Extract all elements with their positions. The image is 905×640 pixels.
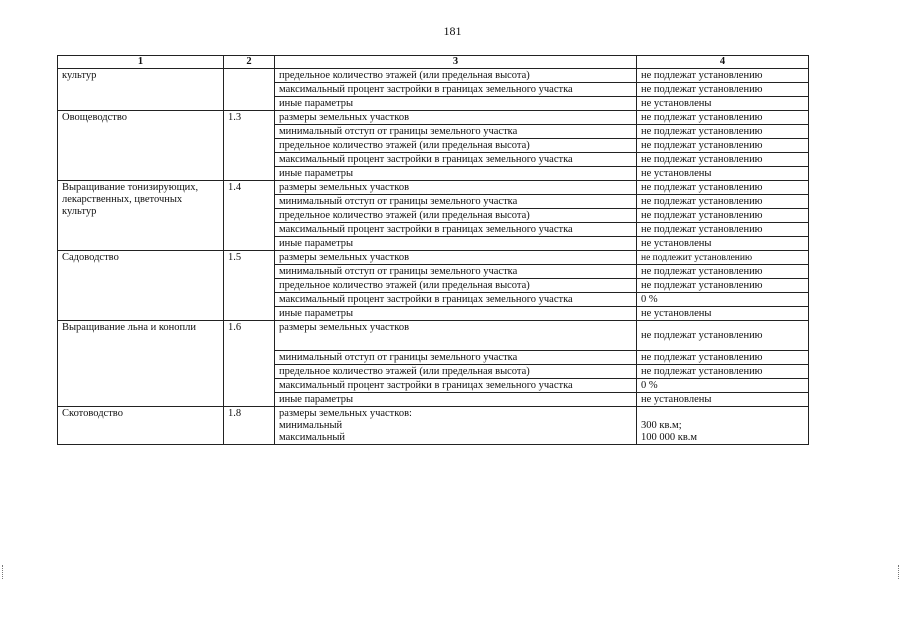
parameter-value: не установлены [637,167,809,181]
parameter-value: 0 % [637,293,809,307]
land-use-name: Выращивание льна и конопли [58,321,224,407]
parameter-title: размеры земельных участков: [279,408,412,419]
parameter-name: иные параметры [275,167,637,181]
parameter-value: не установлены [637,307,809,321]
parameter-name: максимальный процент застройки в границах земельного участка [275,379,637,393]
parameter-value: не подлежат установлению [637,83,809,97]
parameter-name: максимальный процент застройки в границах земельного участка [275,153,637,167]
parameter-name: максимальный процент застройки в границах земельного участка [275,293,637,307]
parameter-min-value: 300 кв.м; [641,420,682,431]
parameter-name: предельное количество этажей (или предельная высота) [275,365,637,379]
parameter-name: минимальный отступ от границы земельного участка [275,125,637,139]
table-row [58,321,809,351]
parameter-name: размеры земельных участков [275,321,637,351]
parameter-value: не подлежат установлению [637,265,809,279]
parameter-value: не подлежат установлению [637,351,809,365]
land-use-name: Овощеводство [58,111,224,181]
parameter-name: размеры земельных участков [275,181,637,195]
table-row [58,181,809,195]
parameter-value: не подлежат установлению [637,139,809,153]
parameter-value: не подлежат установлению [637,111,809,125]
parameter-value [637,407,809,445]
page-number: 181 [443,24,462,38]
parameter-max-label: максимальный [279,432,345,443]
table-row [58,407,809,445]
land-use-code: 1.4 [224,181,275,251]
table-row [58,69,809,83]
parameter-name: минимальный отступ от границы земельного участка [275,351,637,365]
parameter-name [275,407,637,445]
parameter-value: не подлежат установлению [637,321,809,351]
parameter-value: не подлежит установлению [637,251,809,265]
parameter-value: не подлежат установлению [637,223,809,237]
land-use-code: 1.8 [224,407,275,445]
parameter-name: минимальный отступ от границы земельного участка [275,265,637,279]
land-use-name: Садоводство [58,251,224,321]
column-header: 1 [58,56,224,69]
parameter-value: не установлены [637,97,809,111]
parameter-name: максимальный процент застройки в границах земельного участка [275,83,637,97]
parameter-name: максимальный процент застройки в границах земельного участка [275,223,637,237]
land-use-parameters-table [57,55,809,445]
parameter-name: предельное количество этажей (или предельная высота) [275,69,637,83]
parameter-value: не подлежат установлению [637,209,809,223]
land-use-code: 1.3 [224,111,275,181]
parameter-name: минимальный отступ от границы земельного участка [275,195,637,209]
land-use-code: 1.5 [224,251,275,321]
land-use-code: 1.6 [224,321,275,407]
table-header-row [58,56,809,69]
parameter-value: не установлены [637,393,809,407]
column-header: 3 [275,56,637,69]
parameter-value: не подлежат установлению [637,153,809,167]
land-use-name: Скотоводство [58,407,224,445]
parameter-value: не подлежат установлению [637,181,809,195]
table-row [58,111,809,125]
land-use-code [224,69,275,111]
parameter-name: иные параметры [275,393,637,407]
scan-edge-mark [2,565,7,579]
parameter-value: не подлежат установлению [637,69,809,83]
parameter-value: не установлены [637,237,809,251]
land-use-name: Выращивание тонизирующих, лекарственных, цветочных культур [58,181,224,251]
parameter-value: не подлежат установлению [637,195,809,209]
land-use-name: культур [58,69,224,111]
parameter-value: не подлежат установлению [637,365,809,379]
scan-edge-mark [898,565,903,579]
parameter-name: иные параметры [275,237,637,251]
parameter-name: размеры земельных участков [275,111,637,125]
parameter-value: не подлежат установлению [637,279,809,293]
parameter-min-label: минимальный [279,420,343,431]
parameter-name: предельное количество этажей (или предельная высота) [275,139,637,153]
parameter-name: размеры земельных участков [275,251,637,265]
parameter-value: не подлежат установлению [637,125,809,139]
parameter-name: предельное количество этажей (или предельная высота) [275,279,637,293]
parameter-max-value: 100 000 кв.м [641,432,698,443]
parameter-name: иные параметры [275,97,637,111]
parameter-value: 0 % [637,379,809,393]
parameter-name: предельное количество этажей (или предельная высота) [275,209,637,223]
parameter-name: иные параметры [275,307,637,321]
table-row [58,251,809,265]
column-header: 2 [224,56,275,69]
column-header: 4 [637,56,809,69]
